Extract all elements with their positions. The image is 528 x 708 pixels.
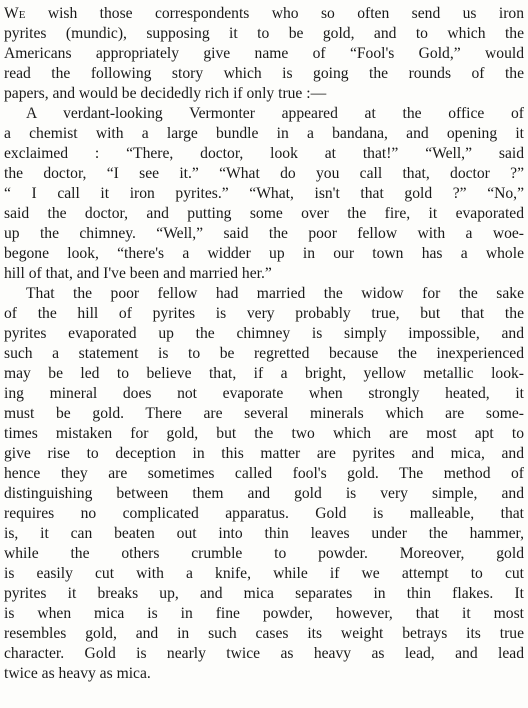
text-line: of the hill of pyrites is very probably true, but that the [4, 305, 524, 322]
text-line: begone look, “there's a widder up in our town has a whole [4, 245, 524, 262]
text-line: hence they are sometimes called fool's gold. The method of [4, 465, 524, 482]
text-line [4, 4, 524, 24]
text-line: while the others crumble to powder. Moreover, gold [4, 545, 524, 562]
text-line: character. Gold is nearly twice as heavy as lead, and lead [4, 645, 524, 662]
text-line: exclaimed : “There, doctor, look at that!” “Well,” said [4, 145, 524, 162]
lead-word: We [4, 5, 26, 22]
text-line: papers, and would be decidedly rich if only true :— [4, 85, 327, 102]
text-line: pyrites (mundic), supposing it to be gold, and to which the [4, 25, 524, 42]
text-line: distinguishing between them and gold is very simple, and [4, 485, 524, 502]
text-line: such a statement is to be regretted because the inexperienced [4, 345, 524, 362]
article-paragraph [4, 284, 524, 684]
text-line: pyrites evaporated up the chimney is simply impossible, and [4, 325, 524, 342]
article-paragraph [4, 104, 524, 284]
text-line: give rise to deception in this matter are pyrites and mica, and [4, 445, 524, 462]
text-line: is when mica is in fine powder, however, that it most [4, 605, 524, 622]
text-line: must be gold. There are several minerals which are some- [4, 405, 524, 422]
text-line: is, it can beaten out into thin leaves under the hammer, [4, 525, 524, 542]
text-line: Americans appropriately give name of “Fool's Gold,” would [4, 45, 524, 62]
text-line: twice as heavy as mica. [4, 665, 151, 682]
text-line: resembles gold, and in such cases its weight betrays its true [4, 625, 524, 642]
text-line: A verdant-looking Vermonter appeared at the office of [26, 105, 524, 122]
text-line: up the chimney. “Well,” said the poor fellow with a woe- [4, 225, 524, 242]
text-line: requires no complicated apparatus. Gold is malleable, that [4, 505, 524, 522]
text-line: ing mineral does not evaporate when strongly heated, it [4, 385, 524, 402]
text-line: said the doctor, and putting some over the fire, it evaporated [4, 205, 524, 222]
text-line: hill of that, and I've been and married her.” [4, 265, 272, 282]
text-line: times mistaken for gold, but the two which are most apt to [4, 425, 524, 442]
text-line: pyrites it breaks up, and mica separates in thin flakes. It [4, 585, 524, 602]
text-line: is easily cut with a knife, while if we attempt to cut [4, 565, 524, 582]
text-line: the doctor, “I see it.” “What do you call that, doctor ?” [4, 165, 524, 182]
article-paragraph [4, 4, 524, 104]
text-line: That the poor fellow had married the widow for the sake [26, 285, 524, 302]
text-line: “ I call it iron pyrites.” “What, isn't that gold ?” “No,” [4, 185, 524, 202]
text-line: read the following story which is going the rounds of the [4, 65, 524, 82]
text-line-content: wish those correspondents who so often send us iron [25, 5, 524, 22]
text-line: may be led to believe that, if a bright, yellow metallic look- [4, 365, 524, 382]
text-line: a chemist with a large bundle in a bandana, and opening it [4, 125, 524, 142]
article-body [4, 4, 524, 684]
